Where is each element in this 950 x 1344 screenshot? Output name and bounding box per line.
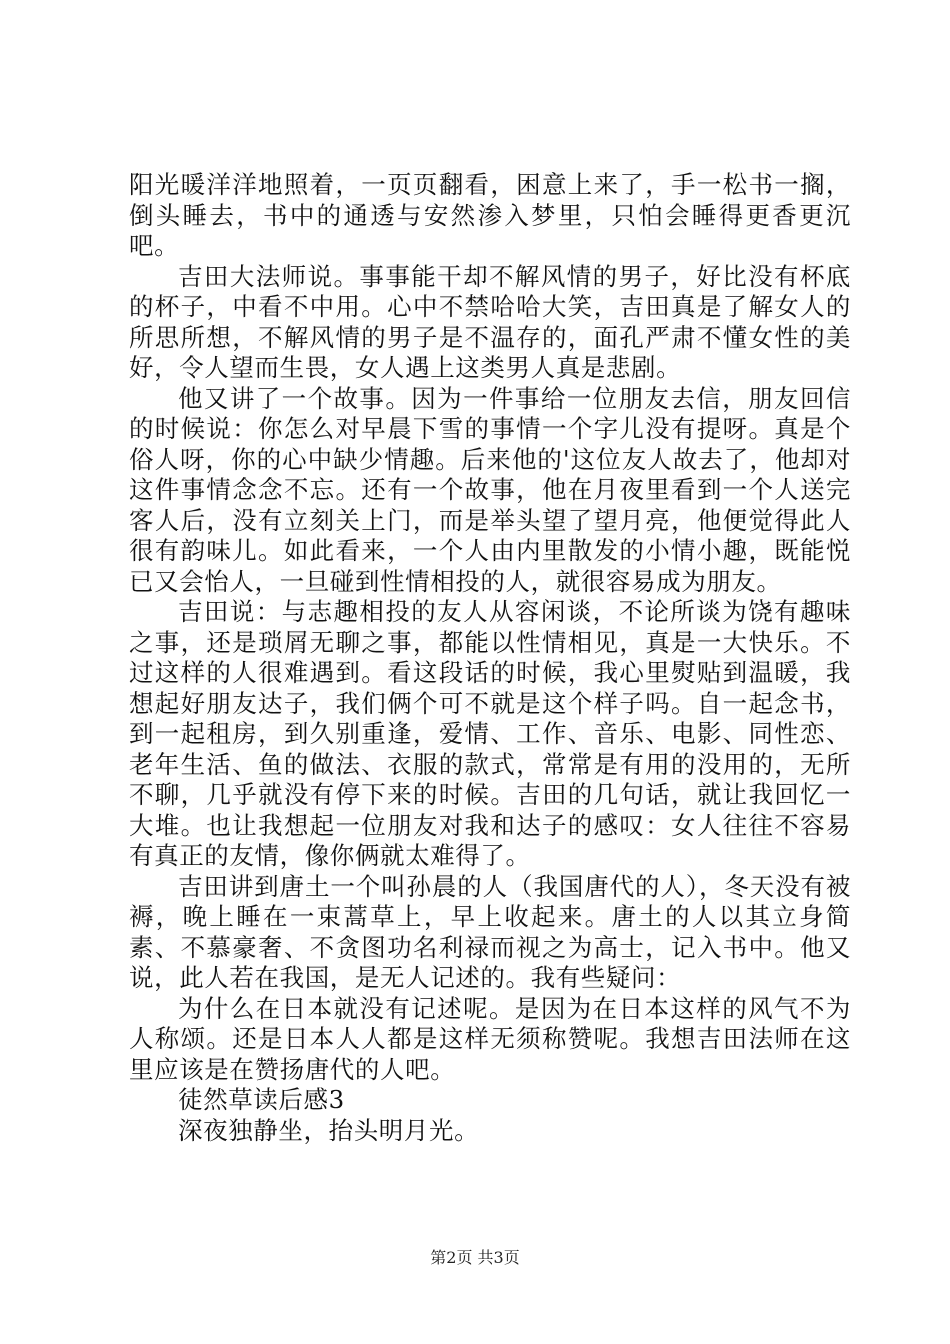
paragraph: 深夜独静坐，抬头明月光。 [178,1115,480,1145]
paragraph: 吉田讲到唐土一个叫孙晨的人（我国唐代的人），冬天没有被褥，晚上睡在一束蒿草上，早上收起来。唐土的人以其立身简素、不慕豪奢、不贪图功名利禄而视之为高士，记入书中。他又说，此人若在我国，是无人记述的。我有些疑问： [129,871,851,992]
paragraph: 为什么在日本就没有记述呢。是因为在日本这样的风气不为人称颂。还是日本人人都是这样无须称赞呢。我想吉田法师在这里应该是在赞扬唐代的人吧。 [129,993,851,1084]
paragraph: 阳光暖洋洋地照着，一页页翻看，困意上来了，手一松书一搁，倒头睡去，书中的通透与安然渗入梦里，只怕会睡得更香更沉吧。 [129,170,851,260]
page-number-footer: 第2页 共3页 [430,1248,520,1267]
paragraph: 他又讲了一个故事。因为一件事给一位朋友去信，朋友回信的时候说：你怎么对早晨下雪的事情一个字儿没有提呀。真是个俗人呀，你的心中缺少情趣。后来他的'这位友人故去了，他却对这件事情念念不忘。还有一个故事，他在月夜里看到一个人送完客人后，没有立刻关上门，而是举头望了望月亮，他便觉得此人很有韵味儿。如此看来，一个人由内里散发的小情小趣，既能悦已又会怡人，一旦碰到性情相投的人，就很容易成为朋友。 [129,383,851,596]
paragraph: 吉田大法师说。事事能干却不解风情的男子，好比没有杯底的杯子，中看不中用。心中不禁哈哈大笑，吉田真是了解女人的所思所想，不解风情的男子是不温存的，面孔严肃不懂女性的美好，令人望而生畏，女人遇上这类男人真是悲剧。 [129,261,851,382]
paragraph: 吉田说：与志趣相投的友人从容闲谈，不论所谈为饶有趣味之事，还是琐屑无聊之事，都能以性情相见，真是一大快乐。不过这样的人很难遇到。看这段话的时候，我心里熨贴到温暖，我想起好朋友达子，我们俩个可不就是这个样子吗。自一起念书，到一起租房，到久别重逢，爱情、工作、音乐、电影、同性恋、老年生活、鱼的做法、衣服的款式，常常是有用的没用的，无所不聊，几乎就没有停下来的时候。吉田的几句话，就让我回忆一大堆。也让我想起一位朋友对我和达子的感叹：女人往往不容易有真正的友情，像你俩就太难得了。 [129,597,851,870]
body-text [129,170,851,1146]
section-heading: 徒然草读后感3 [178,1085,345,1114]
